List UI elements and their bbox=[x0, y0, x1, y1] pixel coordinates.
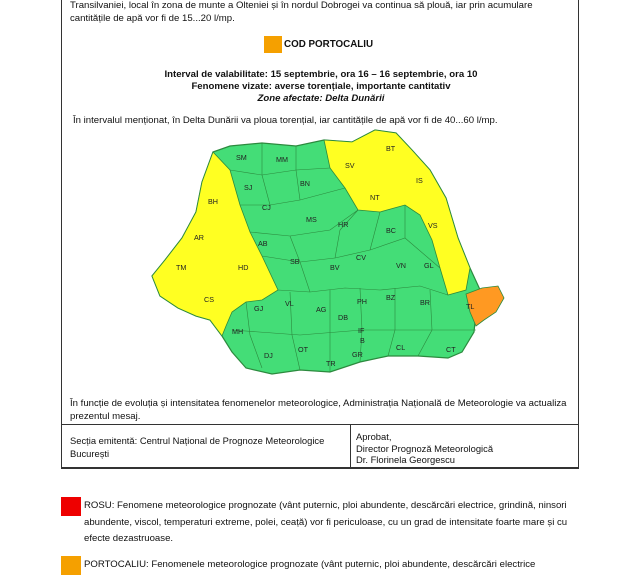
county-label-sv: SV bbox=[345, 161, 355, 170]
footer-bottom-divider bbox=[61, 468, 579, 469]
county-label-ar: AR bbox=[194, 233, 204, 242]
county-label-hr: HR bbox=[338, 220, 349, 229]
director-name: Dr. Florinela Georgescu bbox=[356, 454, 455, 466]
county-label-if: IF bbox=[358, 326, 365, 335]
previous-paragraph: Transilvaniei, local în zona de munte a Olteniei și în nordul Dobrogei va continua să plouă, iar prin acumulare cantitățile de apă vor fi de 15...20 l/mp. bbox=[70, 0, 533, 24]
county-label-ct: CT bbox=[446, 345, 456, 354]
county-label-b: B bbox=[360, 336, 365, 345]
county-label-ot: OT bbox=[298, 345, 308, 354]
county-label-tm: TM bbox=[176, 263, 187, 272]
county-label-bh: BH bbox=[208, 197, 218, 206]
county-label-nt: NT bbox=[370, 193, 380, 202]
county-label-gr: GR bbox=[352, 350, 363, 359]
county-label-db: DB bbox=[338, 313, 348, 322]
county-label-bv: BV bbox=[330, 263, 340, 272]
county-label-ag: AG bbox=[316, 305, 327, 314]
county-label-bz: BZ bbox=[386, 293, 396, 302]
county-label-tr: TR bbox=[326, 359, 336, 368]
county-label-sm: SM bbox=[236, 153, 247, 162]
county-label-vl: VL bbox=[285, 299, 294, 308]
county-label-mh: MH bbox=[232, 327, 244, 336]
footer-column-divider bbox=[350, 424, 351, 468]
footer-top-divider bbox=[61, 424, 579, 425]
county-label-gl: GL bbox=[424, 261, 434, 270]
county-label-vn: VN bbox=[396, 261, 406, 270]
code-label: COD PORTOCALIU bbox=[284, 39, 374, 50]
legend-orange-text: PORTOCALIU: Fenomenele meteorologice prognozate (vânt puternic, ploi abundente, descărcări electrice bbox=[84, 559, 536, 570]
county-label-bn: BN bbox=[300, 179, 310, 188]
county-label-ms: MS bbox=[306, 215, 317, 224]
county-label-cj: CJ bbox=[262, 203, 271, 212]
county-label-hd: HD bbox=[238, 263, 249, 272]
county-label-sb: SB bbox=[290, 257, 300, 266]
legend-red-swatch bbox=[61, 497, 81, 516]
county-label-ab: AB bbox=[258, 239, 268, 248]
director-title: Director Prognoză Meteorologică bbox=[356, 442, 494, 454]
issuing-section: Secția emitentă: Centrul Național de Prognoze Meteorologice București bbox=[70, 435, 325, 459]
county-label-gj: GJ bbox=[254, 304, 264, 313]
approved-label: Aprobat, bbox=[356, 431, 392, 442]
validity-interval: Interval de valabilitate: 15 septembrie, ora 16 – 16 septembrie, ora 10 bbox=[164, 69, 478, 80]
intro-paragraph: În intervalul menționat, în Delta Dunării va ploua torențial, iar cantitățile de apă vor fi de 40...60 l/mp. bbox=[73, 115, 498, 126]
county-label-sj: SJ bbox=[244, 183, 253, 192]
legend-red-text: ROSU: Fenomene meteorologice prognozate (vânt puternic, ploi abundente, descărcări electrice, grindină, ninsori abundente, viscol, temperaturi extreme, polei, ceață) vor fi periculoase, cu un grad de intensitate foarte mare și cu efecte dezastruoase. bbox=[84, 500, 568, 545]
affected-zones: Zone afectate: Delta Dunării bbox=[257, 93, 385, 104]
county-label-cv: CV bbox=[356, 253, 366, 262]
county-label-is: IS bbox=[416, 176, 423, 185]
county-label-ph: PH bbox=[357, 297, 367, 306]
targeted-phenomena: Fenomene vizate: averse torențiale, importante cantitativ bbox=[191, 81, 451, 92]
county-label-mm: MM bbox=[276, 155, 288, 164]
county-label-cs: CS bbox=[204, 295, 214, 304]
evolution-paragraph: În funcție de evoluția și intensitatea fenomenelor meteorologice, Administrația Națională de Meteorologie va actualiza prezentul mesaj. bbox=[70, 398, 567, 422]
legend-orange-swatch bbox=[61, 556, 81, 575]
county-label-tl: TL bbox=[466, 302, 475, 311]
county-label-cl: CL bbox=[396, 343, 406, 352]
approval-block bbox=[356, 431, 576, 466]
county-label-vs: VS bbox=[428, 221, 438, 230]
county-label-bt: BT bbox=[386, 144, 396, 153]
county-label-bc: BC bbox=[386, 226, 396, 235]
county-label-br: BR bbox=[420, 298, 430, 307]
county-label-dj: DJ bbox=[264, 351, 273, 360]
